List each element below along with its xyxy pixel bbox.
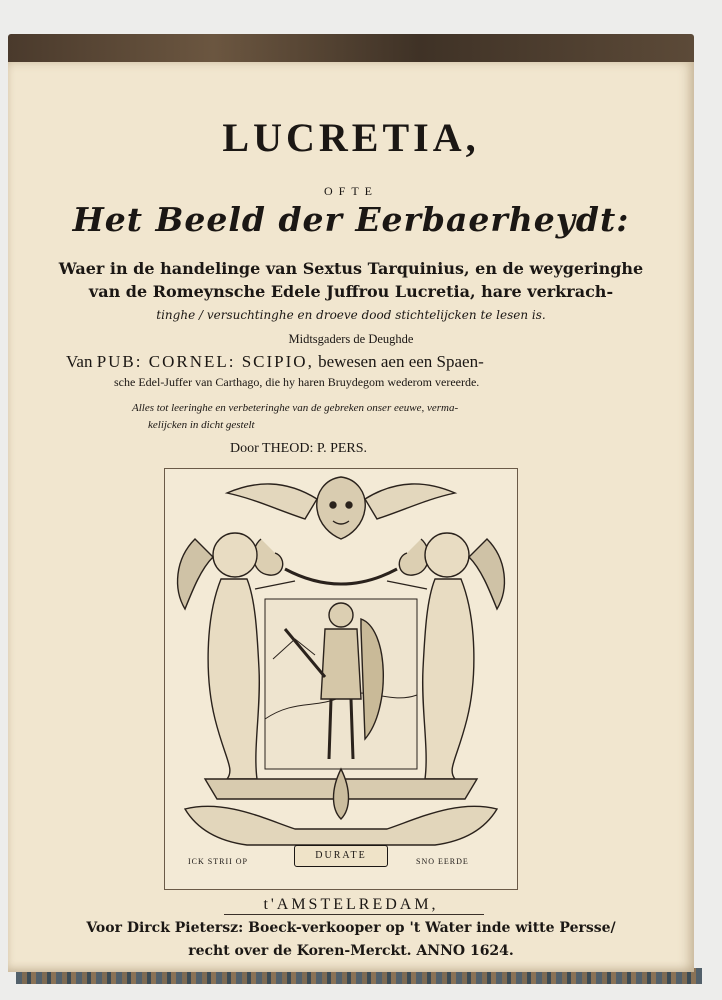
- author-line: Door THEOD: P. PERS.: [230, 441, 368, 456]
- publisher-line-2: recht over de Koren-Merckt. ANNO 1624.: [188, 943, 514, 959]
- sche-line: sche Edel-Juffer van Carthago, die hy haren Bruydegom wederom vereerde.: [114, 375, 480, 389]
- van-line: [26, 352, 686, 372]
- book-cover: [8, 34, 694, 959]
- imprint-city: t'AMSTELREDAM,: [263, 896, 439, 913]
- midtsgaders-line: Midtsgaders de Deughde: [288, 332, 414, 346]
- engraving-caption-left: ICK STRII OP: [188, 857, 249, 866]
- book-subtitle: Het Beeld der Eerbaerheydt:: [72, 200, 630, 239]
- engraving-motto: DURATE: [294, 845, 388, 867]
- title-page: [8, 62, 694, 972]
- van-prefix: Van: [66, 352, 93, 371]
- ofte-connector: OFTE: [324, 184, 378, 198]
- imprint-rule: [224, 914, 484, 915]
- engraving-caption-right: SNO EERDE: [416, 857, 469, 866]
- publisher-line-1: Voor Dirck Pietersz: Boeck-verkooper op 't Water inde witte Persse/: [86, 920, 616, 936]
- description-line-3: tinghe / versuchtinghe en droeve dood stichtelijcken te lesen is.: [156, 308, 546, 322]
- engraving-illustration: [165, 469, 517, 889]
- van-rest: bewesen aen een Spaen-: [318, 352, 484, 371]
- engraving-frame: [164, 468, 518, 890]
- description-line-1: Waer in de handelinge van Sextus Tarquinius, en de weygeringhe: [58, 259, 644, 278]
- alles-line-1: Alles tot leeringhe en verbeteringhe van de gebreken onser eeuwe, verma-: [132, 402, 459, 414]
- scipio-name: PUB: CORNEL: SCIPIO,: [96, 352, 314, 371]
- alles-line-2: kelijcken in dicht gestelt: [148, 419, 255, 431]
- description-line-2: van de Romeynsche Edele Juffrou Lucretia, hare verkrach-: [88, 282, 614, 301]
- book-title: LUCRETIA,: [222, 115, 480, 160]
